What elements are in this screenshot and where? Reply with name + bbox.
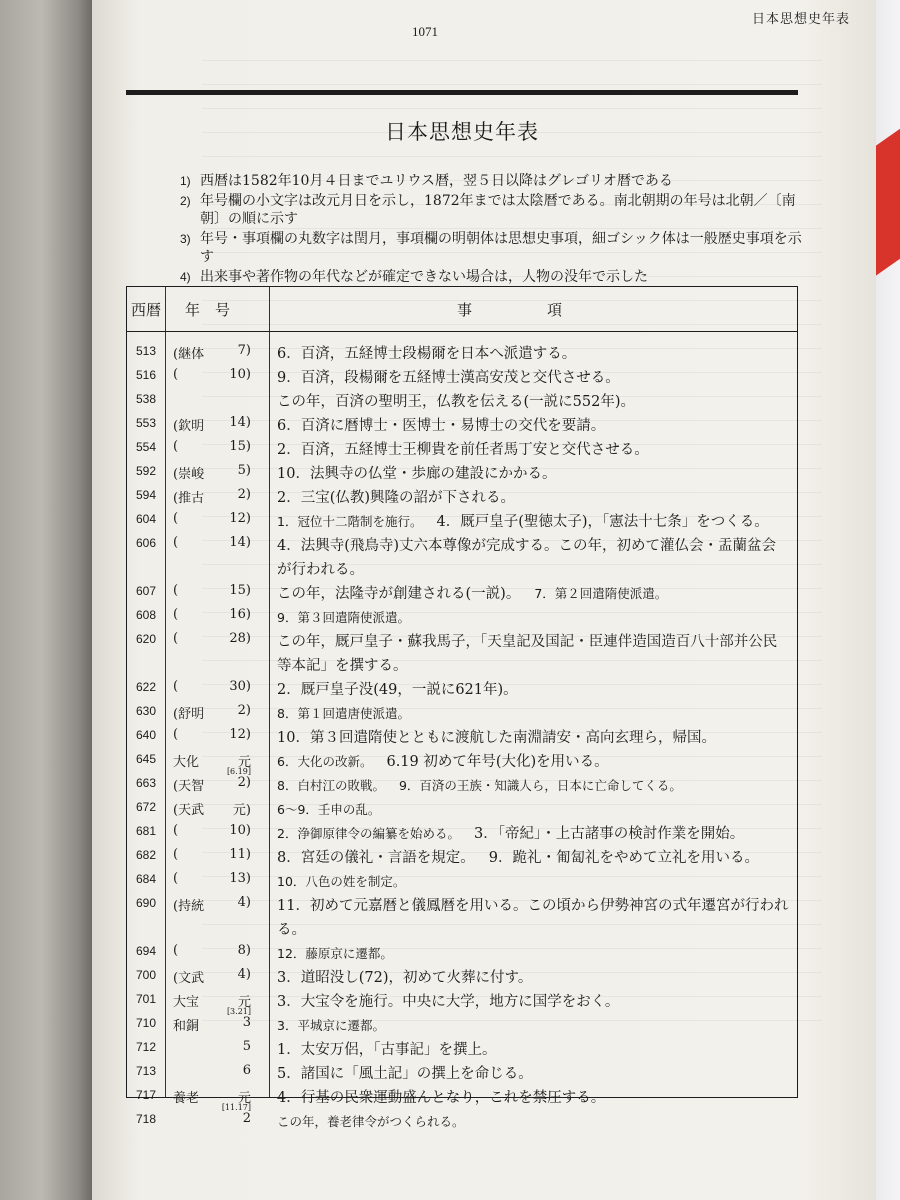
west-year-cell: 554: [135, 440, 157, 454]
era-year: 8): [237, 943, 251, 958]
era-change-date: [6.19]: [226, 767, 251, 776]
intellectual-history-item: この年，法隆寺が創建される(一説)。: [277, 586, 521, 602]
facing-page-edge: [0, 0, 92, 1200]
intellectual-history-item: 2．百済，五経博士王柳貴を前任者馬丁安と交代させる。: [277, 442, 649, 458]
table-row: [127, 1013, 797, 1037]
west-year-cell: 645: [135, 752, 157, 766]
table-row: [127, 533, 797, 581]
era-year: 14): [229, 415, 251, 430]
general-history-item: 6．大化の改新。: [277, 754, 373, 769]
general-history-item: 8．白村江の敗戦。: [277, 778, 385, 793]
era-year: 元: [237, 995, 251, 1010]
table-row: [127, 365, 797, 389]
chronology-table: [126, 286, 798, 1129]
era-name: (: [173, 367, 179, 382]
event-cell: [277, 534, 789, 582]
note-item: [180, 230, 810, 266]
event-cell: [277, 1038, 789, 1062]
note-item: [180, 192, 810, 228]
event-cell: [277, 726, 789, 750]
general-history-item: 6～9．壬申の乱。: [277, 802, 381, 817]
intellectual-history-item: 9．跪礼・匍匐礼をやめて立礼を用いる。: [488, 850, 759, 866]
era-year: 2): [237, 487, 251, 502]
table-row: [127, 869, 797, 893]
era-year: 12): [229, 727, 251, 742]
era-year: 10): [229, 823, 251, 838]
table-row: [127, 701, 797, 725]
event-cell: [277, 1086, 789, 1110]
era-year: 6: [242, 1063, 251, 1078]
intellectual-history-item: 2．三宝(仏教)興隆の詔が下される。: [277, 490, 516, 506]
era-name: (: [173, 607, 179, 622]
intellectual-history-item: 6.19 初めて年号(大化)を用いる。: [386, 754, 609, 770]
table-row: [127, 797, 797, 821]
era-name: (: [173, 535, 179, 550]
west-year-cell: 606: [135, 536, 157, 550]
note-text: 年号欄の小文字は改元月日を示し，1872年までは太陰暦である。南北朝期の年号は北朝／〔南朝〕の順に示す: [200, 193, 796, 227]
table-row: [127, 989, 797, 1016]
event-cell: [277, 990, 789, 1014]
era-year: 14): [229, 535, 251, 550]
intellectual-history-item: 10．第３回遣隋使とともに渡航した南淵請安・高向玄理ら，帰国。: [277, 730, 716, 746]
general-history-item: 12．藤原京に遷都。: [277, 946, 393, 961]
era-year: 4): [237, 967, 251, 982]
era-year: 16): [229, 607, 251, 622]
west-year-cell: 694: [135, 944, 157, 958]
general-history-item: この年，養老律令がつくられる。: [277, 1114, 465, 1129]
table-row: [127, 965, 797, 989]
event-cell: [277, 390, 789, 414]
table-header: [127, 287, 797, 332]
era-name: 大化: [173, 755, 200, 770]
note-item: [180, 172, 810, 190]
era-name: (: [173, 511, 179, 526]
note-item: [180, 268, 810, 286]
intellectual-history-item: この年，百済の聖明王，仏教を伝える(一説に552年)。: [277, 394, 635, 410]
west-year-cell: 718: [135, 1112, 157, 1126]
west-year-cell: 604: [135, 512, 157, 526]
table-row: [127, 1037, 797, 1061]
table-row: [127, 509, 797, 533]
west-year-cell: 690: [135, 896, 157, 910]
era-year: 15): [229, 583, 251, 598]
era-year: 3: [242, 1015, 251, 1030]
era-year: 元: [237, 1091, 251, 1106]
event-cell: [277, 942, 789, 966]
general-history-item: 10．八色の姓を制定。: [277, 874, 406, 889]
intellectual-history-item: 6．百済，五経博士段楊爾を日本へ派遣する。: [277, 346, 577, 362]
intellectual-history-item: 8．宮廷の儀礼・言語を規定。: [277, 850, 475, 866]
event-cell: [277, 630, 789, 678]
note-number: 2): [180, 194, 191, 208]
event-cell: [277, 486, 789, 510]
era-year: 30): [229, 679, 251, 694]
general-history-item: 9．第３回遣隋使派遣。: [277, 610, 410, 625]
era-name: (舒明: [173, 707, 205, 722]
era-name: (: [173, 871, 179, 886]
table-body: [127, 341, 797, 1133]
west-year-cell: 630: [135, 704, 157, 718]
west-year-cell: 681: [135, 824, 157, 838]
era-year: 5: [242, 1039, 251, 1054]
header-era: 年 号: [185, 301, 231, 319]
west-year-cell: 701: [135, 992, 157, 1006]
general-history-item: 3．平城京に遷都。: [277, 1018, 385, 1033]
intellectual-history-item: 6．百済に暦博士・医博士・易博士の交代を要請。: [277, 418, 606, 434]
era-name: (: [173, 727, 179, 742]
west-year-cell: 712: [135, 1040, 157, 1054]
west-year-cell: 513: [135, 344, 157, 358]
table-row: [127, 413, 797, 437]
intellectual-history-item: 3．「帝紀」・上古諸事の検討作業を開始。: [473, 826, 745, 842]
event-cell: [277, 870, 789, 894]
event-cell: [277, 582, 789, 606]
event-cell: [277, 462, 789, 486]
west-year-cell: 594: [135, 488, 157, 502]
era-year: 5): [237, 463, 251, 478]
table-row: [127, 341, 797, 365]
era-name: (推古: [173, 491, 205, 506]
era-name: (崇峻: [173, 467, 205, 482]
era-name: (: [173, 439, 179, 454]
era-year: 7): [237, 343, 251, 358]
west-year-cell: 700: [135, 968, 157, 982]
event-cell: [277, 342, 789, 366]
era-name: (欽明: [173, 419, 205, 434]
era-name: (天智: [173, 779, 205, 794]
page-number: 1071: [412, 24, 438, 39]
event-cell: [277, 510, 789, 534]
era-year: 13): [229, 871, 251, 886]
era-name: (: [173, 679, 179, 694]
intellectual-history-item: 4．行基の民衆運動盛んとなり，これを禁圧する。: [277, 1090, 606, 1106]
era-name: 和銅: [173, 1019, 200, 1034]
note-text: 年号・事項欄の丸数字は閏月，事項欄の明朝体は思想史事項，細ゴシック体は一般歴史事項を示す: [200, 231, 802, 265]
era-change-date: [3.21]: [226, 1007, 251, 1016]
west-year-cell: 622: [135, 680, 157, 694]
era-name: (: [173, 823, 179, 838]
header-event: 事 項: [457, 301, 563, 319]
note-number: 4): [180, 270, 191, 284]
west-year-cell: 684: [135, 872, 157, 886]
event-cell: [277, 678, 789, 702]
intellectual-history-item: 1．太安万侶，「古事記」を撰上。: [277, 1042, 497, 1058]
general-history-item: 9．百済の王族・知識人ら，日本に亡命してくる。: [398, 778, 682, 793]
table-row: [127, 389, 797, 413]
table-row: [127, 1061, 797, 1085]
west-year-cell: 640: [135, 728, 157, 742]
era-year: 2): [237, 775, 251, 790]
general-history-item: 1．冠位十二階制を施行。: [277, 514, 423, 529]
era-year: 2: [242, 1111, 251, 1126]
event-cell: [277, 846, 789, 870]
note-number: 3): [180, 232, 191, 246]
table-row: [127, 677, 797, 701]
west-year-cell: 538: [135, 392, 157, 406]
book-page: [92, 0, 876, 1200]
page-title: 日本思想史年表: [385, 120, 539, 144]
table-row: [127, 821, 797, 845]
era-name: (: [173, 583, 179, 598]
west-year-cell: 717: [135, 1088, 157, 1102]
era-year: 4): [237, 895, 251, 910]
table-row: [127, 941, 797, 965]
intellectual-history-item: 10．法興寺の仏堂・歩廊の建設にかかる。: [277, 466, 557, 482]
table-row: [127, 845, 797, 869]
west-year-cell: 682: [135, 848, 157, 862]
intellectual-history-item: 5．諸国に「風土記」の撰上を命じる。: [277, 1066, 533, 1082]
era-year: 元: [237, 755, 251, 770]
note-text: 出来事や著作物の年代などが確定できない場合は，人物の没年で示した: [200, 269, 648, 285]
west-year-cell: 607: [135, 584, 157, 598]
event-cell: [277, 966, 789, 990]
era-name: 大宝: [173, 995, 200, 1010]
era-year: 元): [232, 803, 251, 818]
event-cell: [277, 798, 789, 822]
table-row: [127, 629, 797, 677]
event-cell: [277, 822, 789, 846]
header-west-year: 西暦: [131, 301, 162, 319]
era-name: (: [173, 943, 179, 958]
west-year-cell: 553: [135, 416, 157, 430]
event-cell: [277, 1110, 789, 1134]
event-cell: [277, 366, 789, 390]
table-row: [127, 773, 797, 797]
event-cell: [277, 414, 789, 438]
intellectual-history-item: この年，厩戸皇子・蘇我馬子，「天皇記及国記・臣連伴造国造百八十部并公民等本記」を撰する。: [277, 634, 778, 674]
table-row: [127, 749, 797, 776]
note-text: 西暦は1582年10月４日までユリウス暦，翌５日以降はグレゴリオ暦である: [200, 173, 673, 189]
west-year-cell: 713: [135, 1064, 157, 1078]
west-year-cell: 592: [135, 464, 157, 478]
note-number: 1): [180, 174, 191, 188]
intellectual-history-item: 2．厩戸皇子没(49，一説に621年)。: [277, 682, 518, 698]
event-cell: [277, 1062, 789, 1086]
table-row: [127, 461, 797, 485]
general-history-item: 7．第２回遣隋使派遣。: [534, 586, 668, 601]
table-row: [127, 437, 797, 461]
era-name: (継体: [173, 347, 205, 362]
event-cell: [277, 750, 789, 774]
intellectual-history-item: 3．大宝令を施行。中央に大学，地方に国学をおく。: [277, 994, 620, 1010]
table-row: [127, 893, 797, 941]
running-head: 日本思想史年表: [751, 12, 850, 27]
event-cell: [277, 774, 789, 798]
era-name: (: [173, 631, 179, 646]
event-cell: [277, 1014, 789, 1038]
era-year: 10): [229, 367, 251, 382]
table-row: [127, 485, 797, 509]
intellectual-history-item: 11．初めて元嘉暦と儀鳳暦を用いる。この頃から伊勢神宮の式年遷宮が行われる。: [277, 898, 789, 938]
general-history-item: 8．第１回遣唐使派遣。: [277, 706, 410, 721]
west-year-cell: 663: [135, 776, 157, 790]
table-row: [127, 1109, 797, 1133]
event-cell: [277, 894, 789, 942]
table-row: [127, 725, 797, 749]
era-name: (天武: [173, 803, 205, 818]
intellectual-history-item: 3．道昭没し(72)，初めて火葬に付す。: [277, 970, 533, 986]
intellectual-history-item: 9．百済，段楊爾を五経博士漢高安茂と交代させる。: [277, 370, 620, 386]
table-row: [127, 605, 797, 629]
west-year-cell: 608: [135, 608, 157, 622]
intellectual-history-item: 4．厩戸皇子(聖徳太子)，「憲法十七条」をつくる。: [436, 514, 769, 530]
era-year: 28): [229, 631, 251, 646]
table-row: [127, 581, 797, 605]
era-year: 11): [229, 847, 251, 862]
era-name: (文武: [173, 971, 205, 986]
intellectual-history-item: 4．法興寺(飛鳥寺)丈六本尊像が完成する。この年，初めて灌仏会・盂蘭盆会が行われる。: [277, 538, 777, 578]
general-history-item: 2．浄御原律令の編纂を始める。: [277, 826, 460, 841]
top-rule: [126, 90, 798, 95]
era-year: 12): [229, 511, 251, 526]
west-year-cell: 672: [135, 800, 157, 814]
west-year-cell: 516: [135, 368, 157, 382]
west-year-cell: 620: [135, 632, 157, 646]
table-row: [127, 1085, 797, 1112]
era-year: 15): [229, 439, 251, 454]
era-year: 2): [237, 703, 251, 718]
era-name: (持統: [173, 899, 205, 914]
event-cell: [277, 438, 789, 462]
era-change-date: [11.17]: [221, 1103, 251, 1112]
era-name: (: [173, 847, 179, 862]
era-name: 養老: [173, 1091, 200, 1106]
event-cell: [277, 606, 789, 630]
event-cell: [277, 702, 789, 726]
west-year-cell: 710: [135, 1016, 157, 1030]
notes-list: [180, 172, 810, 288]
